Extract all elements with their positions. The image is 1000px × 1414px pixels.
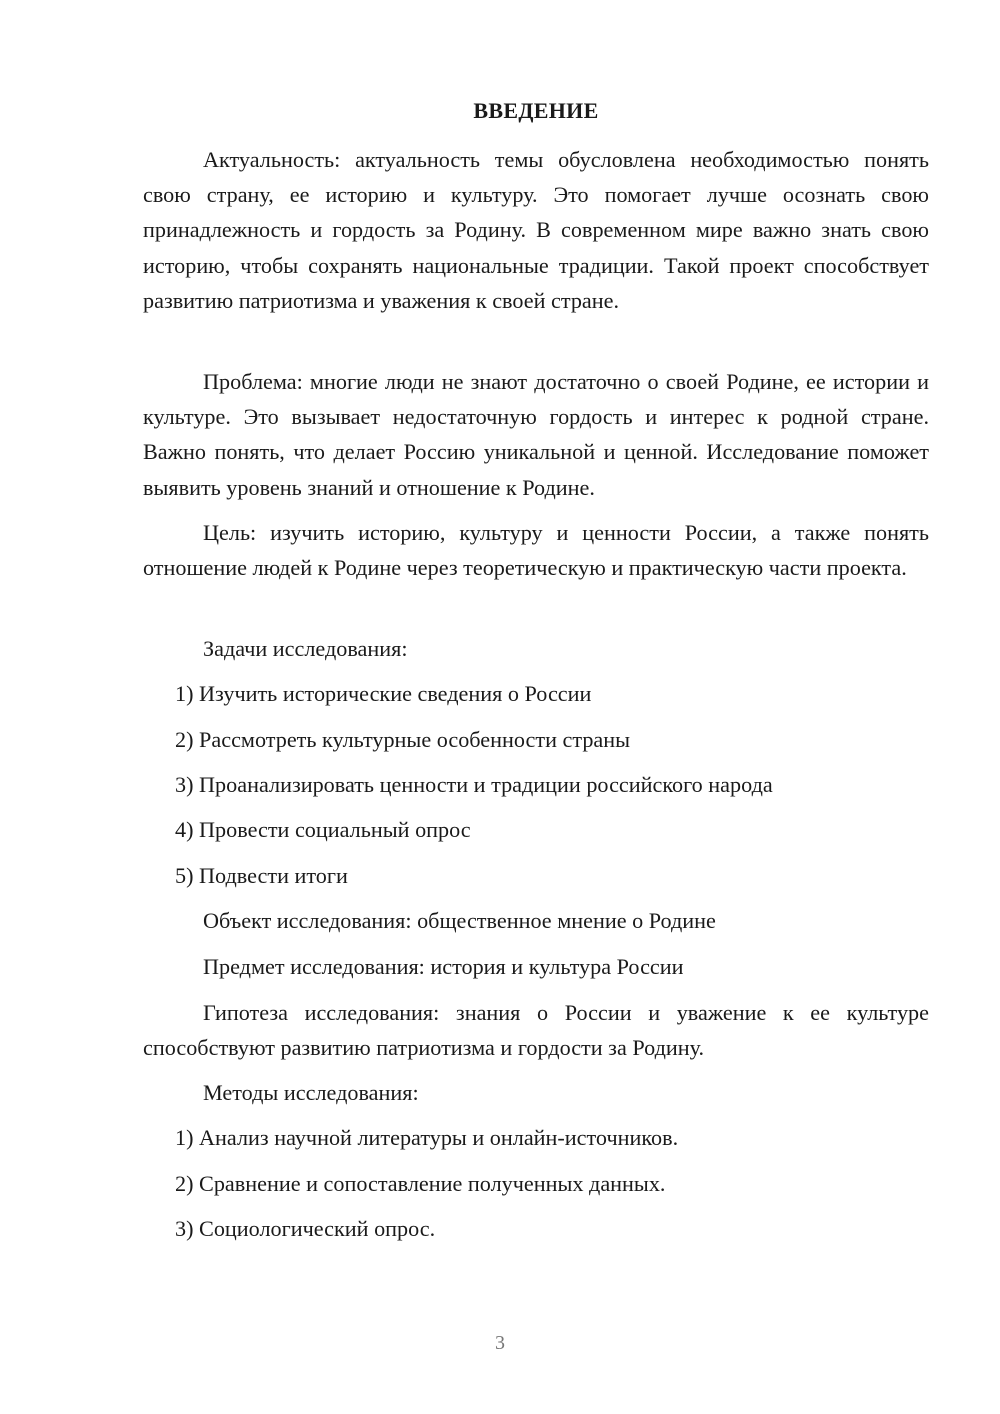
method-item-3: 3) Социологический опрос. [175,1216,436,1241]
page-number: 3 [495,1332,505,1354]
document-page [143,0,929,1414]
page-title: ВВЕДЕНИЕ [473,98,599,123]
task-item-3: 3) Проанализировать ценности и традиции российского народа [175,772,773,797]
task-item-5: 5) Подвести итоги [175,863,348,888]
research-object: Объект исследования: общественное мнение о Родине [203,908,716,933]
method-item-1: 1) Анализ научной литературы и онлайн-источников. [175,1125,679,1150]
research-subject: Предмет исследования: история и культура России [203,954,684,979]
task-item-1: 1) Изучить исторические сведения о России [175,681,592,706]
task-item-2: 2) Рассмотреть культурные особенности страны [175,727,631,752]
hypothesis-paragraph: Гипотеза исследования: знания о России и уважение к ее культуре способствуют развитию патриотизма и гордости за Родину. [143,1000,929,1061]
task-item-4: 4) Провести социальный опрос [175,817,471,842]
tasks-heading: Задачи исследования: [203,636,408,661]
methods-heading: Методы исследования: [203,1080,419,1105]
problem-paragraph: Проблема: многие люди не знают достаточно о своей Родине, ее истории и культуре. Это вызывает недостаточную гордость и интерес к родной стране. Важно понять, что делает Россию уникальной и ценной. Исследование поможет выявить уровень знаний и отношение к Родине. [143,369,929,500]
goal-paragraph: Цель: изучить историю, культуру и ценности России, а также понять отношение людей к Родине через теоретическую и практическую части проекта. [143,520,929,581]
relevance-paragraph: Актуальность: актуальность темы обусловлена необходимостью понять свою страну, ее историю и культуру. Это помогает лучше осознать свою принадлежность и гордость за Родину. В современном мире важно знать свою историю, чтобы сохранять национальные традиции. Такой проект способствует развитию патриотизма и уважения к своей стране. [143,147,929,313]
method-item-2: 2) Сравнение и сопоставление полученных данных. [175,1171,666,1196]
